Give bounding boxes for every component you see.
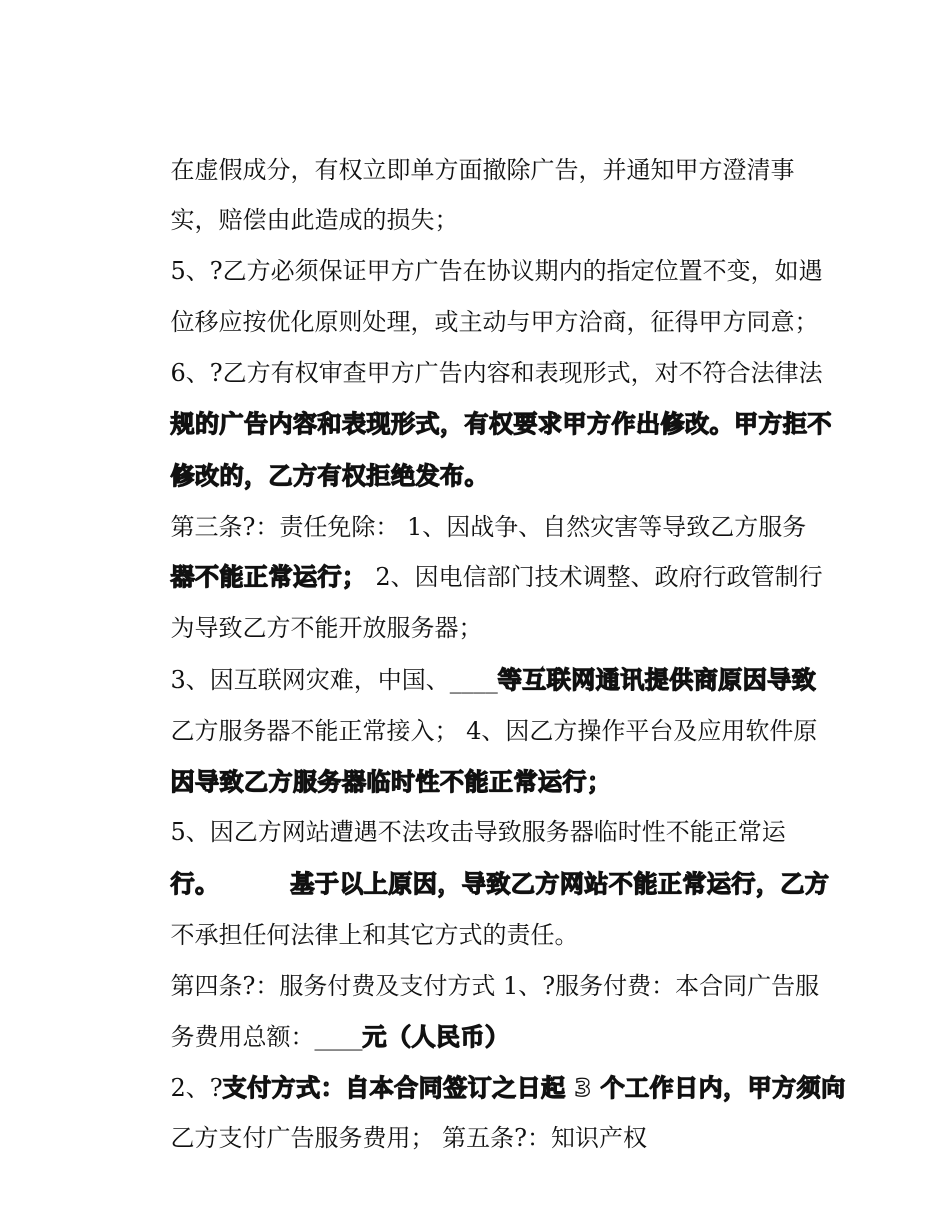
text-line	[140, 1028, 846, 1102]
text-segment: 3、因互联网灾难，中国、____	[170, 666, 498, 694]
text-line	[140, 517, 823, 591]
outlined-text-segment: 因导致乙方服务器临时性不能正常运行；	[170, 768, 612, 796]
text-segment: 6、?乙方有权审查甲方广告内容和表现形式，对不符合法律法	[170, 359, 823, 387]
text-line	[140, 313, 823, 387]
text-segment: 乙方支付广告服务费用； 第五条?：知识产权	[170, 1124, 648, 1152]
text-line	[140, 977, 510, 1051]
text-line	[140, 620, 817, 694]
text-segment: 在虚假成分，有权立即单方面撤除广告，并通知甲方澄清事	[170, 156, 795, 184]
outlined-text-segment: 支付方式：自本合同签订之日起 3 个工作日内，甲方须向	[222, 1074, 846, 1102]
outlined-text-segment: 修改的，乙方有权拒绝发布。	[170, 462, 490, 490]
text-line	[140, 110, 795, 184]
text-line	[140, 568, 483, 642]
text-line	[140, 467, 807, 541]
text-line	[140, 824, 830, 898]
text-segment: 第四条?：服务付费及支付方式 1、?服务付费：本合同广告服	[170, 972, 820, 1000]
outlined-text-segment: 器不能正常运行；	[170, 563, 376, 591]
text-segment: 不承担任何法律上和其它方式的责任。	[170, 921, 579, 949]
text-line	[140, 262, 819, 336]
text-segment: 实，赔偿由此造成的损失；	[170, 206, 459, 234]
text-line	[140, 875, 579, 949]
text-segment: 务费用总额：____	[170, 1023, 363, 1051]
text-segment: 乙方服务器不能正常接入； 4、因乙方操作平台及应用软件原	[170, 717, 818, 745]
text-line	[140, 671, 818, 745]
text-segment: 第三条?：责任免除： 1、因战争、自然灾害等导致乙方服务	[170, 513, 807, 541]
outlined-text-segment: 元（人民币）	[362, 1023, 510, 1051]
text-segment: 2、因电信部门技术调整、政府行政管制行	[375, 563, 823, 591]
text-line	[140, 416, 490, 490]
text-line	[140, 926, 820, 1000]
text-line	[140, 772, 786, 846]
text-line	[140, 364, 833, 438]
text-segment: 5、?乙方必须保证甲方广告在协议期内的指定位置不变，如遇	[170, 257, 823, 285]
outlined-text-segment: 等互联网通讯提供商原因导致	[497, 666, 817, 694]
outlined-text-segment: 规的广告内容和表现形式，有权要求甲方作出修改。甲方拒不	[170, 410, 833, 438]
outlined-text-segment: 行。 基于以上原因，导致乙方网站不能正常运行，乙方	[170, 870, 830, 898]
text-line	[140, 160, 459, 234]
text-segment: 5、因乙方网站遭遇不法攻击导致服务器临时性不能正常运	[170, 818, 786, 846]
text-segment: 2、?	[170, 1074, 223, 1102]
text-segment: 为导致乙方不能开放服务器；	[170, 614, 483, 642]
text-segment: 位移应按优化原则处理，或主动与甲方洽商，征得甲方同意；	[170, 308, 819, 336]
text-line	[140, 722, 612, 796]
text-line	[140, 211, 823, 285]
text-line	[140, 1078, 648, 1152]
